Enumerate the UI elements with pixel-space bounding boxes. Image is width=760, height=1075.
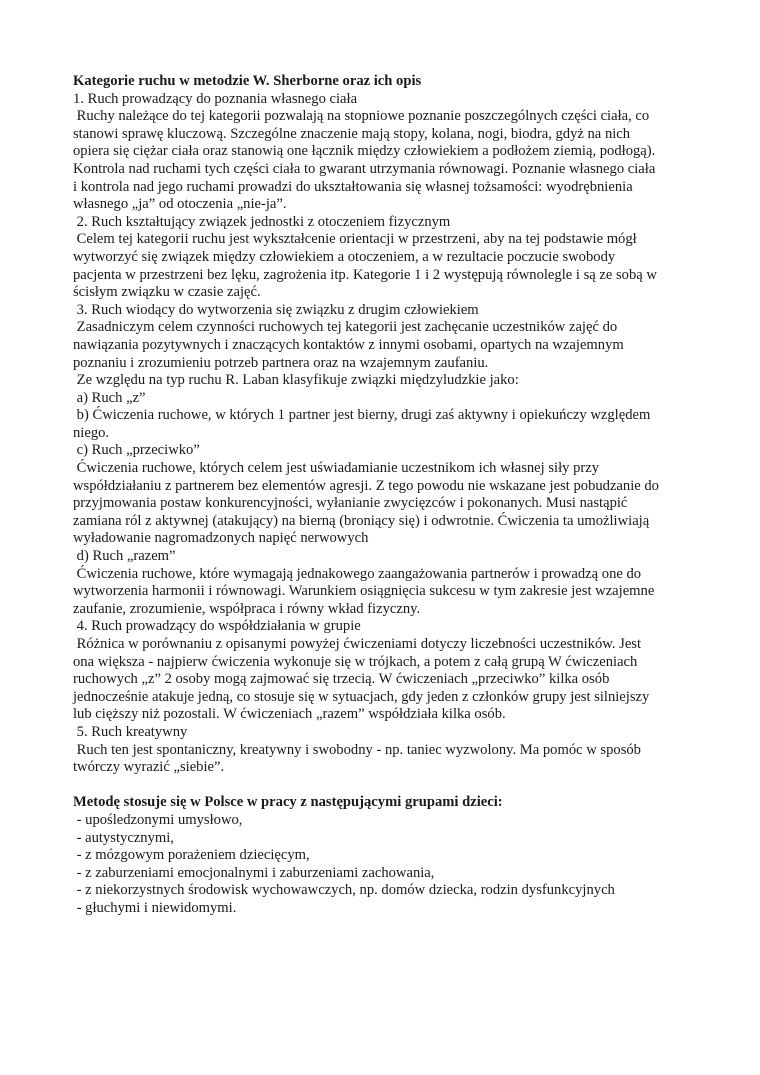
- text-line: i kontrola nad jego ruchami prowadzi do ukształtowania się własnej tożsamości: wyodrębnienia: [73, 178, 633, 195]
- paragraph-gap: [73, 777, 713, 795]
- text-line: Ćwiczenia ruchowe, które wymagają jednakowego zaangażowania partnerów i prowadzą one do: [73, 565, 642, 582]
- text-line: Ćwiczenia ruchowe, których celem jest uświadamianie uczestnikom ich własnej siły przy: [73, 460, 600, 477]
- text-line: ruchowych „z” 2 osoby mogą zajmować się trzecią. W ćwiczeniach „przeciwko” kilka osób: [73, 671, 610, 688]
- text-line: poznaniu i zrozumieniu potrzeb partnera oraz na wzajemnym zaufaniu.: [73, 354, 489, 371]
- list-item: - z niekorzystnych środowisk wychowawczych, np. domów dziecka, rodzin dysfunkcyjnych: [73, 882, 615, 899]
- list-item: - autystycznymi,: [73, 829, 174, 846]
- list-item: - z zaburzeniami emocjonalnymi i zaburzeniami zachowania,: [73, 864, 435, 881]
- text-line: opiera się ciężar ciała oraz stanowią one łącznik między człowiekiem a podłożem ziemią, podłogą).: [73, 143, 656, 160]
- text-line: Ze względu na typ ruchu R. Laban klasyfikuje związki międzyludzkie jako:: [73, 372, 519, 389]
- list-item: - upośledzonymi umysłowo,: [73, 811, 243, 828]
- text-line: ścisłym związku w czasie zajęć.: [73, 284, 261, 301]
- list-item: - z mózgowym porażeniem dziecięcym,: [73, 847, 310, 864]
- text-line: współdziałaniu z partnerem bez elementów agresji. Z tego powodu nie wskazane jest pobudzanie do: [73, 477, 659, 494]
- text-line: 4. Ruch prowadzący do współdziałania w grupie: [73, 618, 361, 635]
- text-line: przyjmowania postaw konkurencyjności, wyłanianie zwycięzców i pokonanych. Musi nastąpić: [73, 495, 628, 512]
- text-line: ona większa - najpierw ćwiczenia wykonuje się w trójkach, a potem z całą grupą W ćwiczeniach: [73, 653, 638, 670]
- text-line: zaufanie, zrozumienie, współpraca i równy wkład fizyczny.: [73, 600, 421, 617]
- text-line: Celem tej kategorii ruchu jest wykształcenie orientacji w przestrzeni, aby na tej podstawie mógł: [73, 231, 637, 248]
- text-line: Kontrola nad ruchami tych części ciała to gwarant utrzymania równowagi. Poznanie własnego ciała: [73, 160, 656, 177]
- text-line: c) Ruch „przeciwko”: [73, 442, 200, 459]
- text-line: twórczy wyrazić „siebie”.: [73, 759, 225, 776]
- text-line: wyładowanie nagromadzonych napięć nerwowych: [73, 530, 369, 547]
- text-line: nawiązania pozytywnych i znaczących kontaktów z innymi osobami, opartych na wzajemnym: [73, 336, 624, 353]
- text-line: zamiana ról z aktywnej (atakujący) na bierną (broniący się) i odwrotnie. Ćwiczenia ta umożliwiają: [73, 512, 650, 529]
- document-page: [73, 73, 713, 918]
- text-line: b) Ćwiczenia ruchowe, w których 1 partner jest bierny, drugi zaś aktywny i opiekuńczy względem: [73, 407, 651, 424]
- text-line: 3. Ruch wiodący do wytworzenia się związku z drugim człowiekiem: [73, 301, 479, 318]
- text-line: Zasadniczym celem czynności ruchowych tej kategorii jest zachęcanie uczestników zajęć do: [73, 319, 618, 336]
- text-line: Różnica w porównaniu z opisanymi powyżej ćwiczeniami dotyczy liczebności uczestników. Jest: [73, 636, 642, 652]
- section-title-categories: Kategorie ruchu w metodzie W. Sherborne oraz ich opis: [73, 73, 422, 89]
- text-line: 2. Ruch kształtujący związek jednostki z otoczeniem fizycznym: [73, 213, 451, 230]
- section-title-groups: Metodę stosuje się w Polsce w pracy z następującymi grupami dzieci:: [73, 794, 503, 811]
- text-line: lub cięższy niż pozostali. W ćwiczeniach „razem” współdziała kilka osób.: [73, 706, 506, 723]
- list-item: - głuchymi i niewidomymi.: [73, 899, 237, 916]
- text-line: stanowi sprawę kluczową. Szczególne znaczenie mają stopy, kolana, nogi, biodra, gdyż na nich: [73, 125, 631, 142]
- text-line: Ruchy należące do tej kategorii pozwalają na stopniowe poznanie poszczególnych części ciała, co: [73, 108, 650, 125]
- text-line: Ruch ten jest spontaniczny, kreatywny i swobodny - np. taniec wyzwolony. Ma pomóc w sposób: [73, 741, 641, 758]
- text-line: d) Ruch „razem”: [73, 548, 176, 565]
- text-line: własnego „ja” od otoczenia „nie-ja”.: [73, 196, 287, 213]
- text-line: jednocześnie atakuje jedną, co stosuje się w sytuacjach, gdy jeden z członków grupy jest silniejszy: [73, 688, 650, 705]
- text-line: 5. Ruch kreatywny: [73, 723, 188, 740]
- text-line: pacjenta w przestrzeni bez lęku, zagrożenia itp. Kategorie 1 i 2 występują równolegle i są ze sobą w: [73, 266, 657, 283]
- text-line: a) Ruch „z”: [73, 389, 146, 406]
- text-line: niego.: [73, 424, 110, 441]
- text-line: 1. Ruch prowadzący do poznania własnego ciała: [73, 90, 358, 107]
- text-line: wytworzyć się związek między człowiekiem a otoczeniem, a w rezultacie poczucie swobody: [73, 248, 616, 265]
- text-line: wytworzenia harmonii i równowagi. Warunkiem osiągnięcia sukcesu w tym zakresie jest wzajemne: [73, 583, 655, 600]
